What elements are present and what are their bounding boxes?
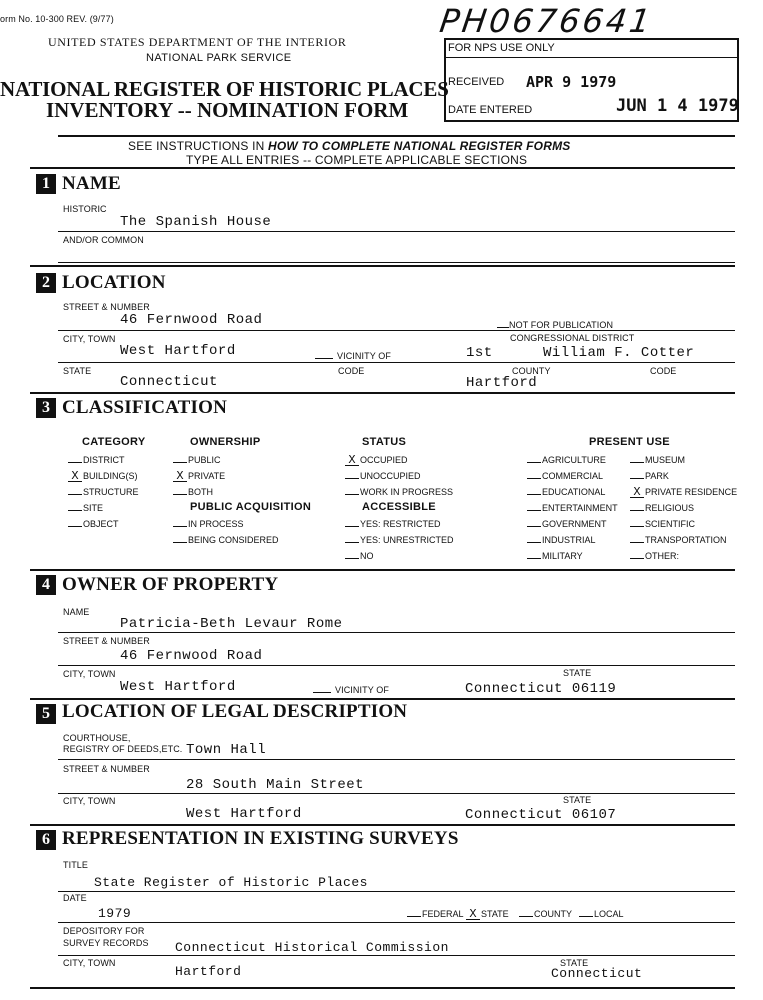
section-6-number: 6 bbox=[36, 830, 56, 850]
legal-state-label: STATE bbox=[563, 795, 592, 805]
ownership-both[interactable]: BOTH bbox=[173, 487, 213, 497]
common-label: AND/OR COMMON bbox=[63, 235, 144, 245]
survey-date-label: DATE bbox=[63, 893, 87, 903]
survey-city-label: CITY, TOWN bbox=[63, 958, 116, 968]
owner-state-label: STATE bbox=[563, 668, 592, 678]
survey-state-label: STATE bbox=[560, 958, 589, 968]
owner-state-value: Connecticut 06119 bbox=[465, 681, 617, 697]
street-label: STREET & NUMBER bbox=[63, 302, 150, 312]
street-value: 46 Fernwood Road bbox=[120, 312, 263, 328]
survey-state-value: Connecticut bbox=[551, 966, 643, 981]
section-6-title: REPRESENTATION IN EXISTING SURVEYS bbox=[62, 828, 459, 849]
courthouse-value: Town Hall bbox=[186, 742, 267, 758]
survey-date-value: 1979 bbox=[98, 906, 132, 921]
section-3-title: CLASSIFICATION bbox=[62, 397, 228, 418]
county-label: COUNTY bbox=[512, 366, 551, 376]
category-buildings[interactable]: X BUILDING(S) bbox=[68, 471, 138, 482]
historic-label: HISTORIC bbox=[63, 204, 107, 214]
present-use-heading: PRESENT USE bbox=[589, 436, 670, 448]
owner-name-value: Patricia-Beth Levaur Rome bbox=[120, 616, 343, 632]
section-1-number: 1 bbox=[36, 174, 56, 194]
form-title-line2: INVENTORY -- NOMINATION FORM bbox=[46, 98, 409, 122]
section-4-number: 4 bbox=[36, 575, 56, 595]
owner-street-value: 46 Fernwood Road bbox=[120, 648, 263, 664]
use-museum[interactable]: MUSEUM bbox=[630, 455, 685, 465]
use-industrial[interactable]: INDUSTRIAL bbox=[527, 535, 596, 545]
category-district[interactable]: DISTRICT bbox=[68, 455, 125, 465]
acquisition-in-process[interactable]: IN PROCESS bbox=[173, 519, 244, 529]
use-transportation[interactable]: TRANSPORTATION bbox=[630, 535, 727, 545]
vicinity-label: VICINITY OF bbox=[315, 351, 391, 361]
nps-use-box bbox=[444, 38, 739, 122]
survey-title-value: State Register of Historic Places bbox=[94, 875, 368, 890]
congressional-district-number: 1st bbox=[466, 345, 493, 361]
legal-city-label: CITY, TOWN bbox=[63, 796, 116, 806]
category-object[interactable]: OBJECT bbox=[68, 519, 119, 529]
service-name: NATIONAL PARK SERVICE bbox=[146, 52, 292, 64]
legal-state-value: Connecticut 06107 bbox=[465, 807, 617, 823]
status-work-in-progress[interactable]: WORK IN PROGRESS bbox=[345, 487, 453, 497]
survey-county[interactable]: COUNTY bbox=[519, 909, 572, 919]
instructions-line1: SEE INSTRUCTIONS IN HOW TO COMPLETE NATIONAL REGISTER FORMS bbox=[128, 139, 571, 153]
owner-name-label: NAME bbox=[63, 607, 90, 617]
legal-city-value: West Hartford bbox=[186, 806, 302, 822]
survey-title-label: TITLE bbox=[63, 860, 89, 870]
date-entered-stamp: JUN 1 4 1979 bbox=[616, 96, 739, 116]
use-educational[interactable]: EDUCATIONAL bbox=[527, 487, 605, 497]
survey-federal[interactable]: FEDERAL bbox=[407, 909, 464, 919]
category-heading: CATEGORY bbox=[82, 436, 146, 448]
section-3-number: 3 bbox=[36, 398, 56, 418]
public-acquisition-heading: PUBLIC ACQUISITION bbox=[190, 501, 312, 513]
congressional-district-label: CONGRESSIONAL DISTRICT bbox=[510, 333, 635, 343]
accessible-no[interactable]: NO bbox=[345, 551, 374, 561]
category-site[interactable]: SITE bbox=[68, 503, 103, 513]
use-religious[interactable]: RELIGIOUS bbox=[630, 503, 694, 513]
county-value: Hartford bbox=[466, 375, 538, 391]
instructions-line2: TYPE ALL ENTRIES -- COMPLETE APPLICABLE SECTIONS bbox=[186, 153, 528, 167]
date-entered-label: DATE ENTERED bbox=[448, 104, 533, 116]
use-private-residence[interactable]: X PRIVATE RESIDENCE bbox=[630, 487, 737, 498]
use-scientific[interactable]: SCIENTIFIC bbox=[630, 519, 695, 529]
legal-street-value: 28 South Main Street bbox=[186, 777, 365, 793]
use-entertainment[interactable]: ENTERTAINMENT bbox=[527, 503, 618, 513]
ownership-private[interactable]: X PRIVATE bbox=[173, 471, 225, 482]
nps-box-label: FOR NPS USE ONLY bbox=[448, 42, 555, 54]
received-label: RECEIVED bbox=[448, 76, 505, 88]
owner-vicinity-label: VICINITY OF bbox=[313, 685, 389, 695]
handwritten-reference: PH0676641 bbox=[437, 2, 656, 40]
owner-street-label: STREET & NUMBER bbox=[63, 636, 150, 646]
status-occupied[interactable]: X OCCUPIED bbox=[345, 455, 408, 466]
ownership-heading: OWNERSHIP bbox=[190, 436, 261, 448]
section-5-title: LOCATION OF LEGAL DESCRIPTION bbox=[62, 701, 408, 722]
status-heading: STATUS bbox=[362, 436, 407, 448]
city-value: West Hartford bbox=[120, 343, 236, 359]
legal-street-label: STREET & NUMBER bbox=[63, 764, 150, 774]
use-military[interactable]: MILITARY bbox=[527, 551, 583, 561]
use-park[interactable]: PARK bbox=[630, 471, 669, 481]
accessible-unrestricted[interactable]: YES: UNRESTRICTED bbox=[345, 535, 454, 545]
survey-records-label: SURVEY RECORDS bbox=[63, 938, 149, 948]
state-label: STATE bbox=[63, 366, 92, 376]
section-5-number: 5 bbox=[36, 704, 56, 724]
department-name: UNITED STATES DEPARTMENT OF THE INTERIOR bbox=[48, 35, 347, 49]
congressional-district-name: William F. Cotter bbox=[543, 345, 695, 361]
use-agriculture[interactable]: AGRICULTURE bbox=[527, 455, 606, 465]
code-label: CODE bbox=[338, 366, 365, 376]
use-other[interactable]: OTHER: bbox=[630, 551, 679, 561]
not-for-publication: NOT FOR PUBLICATION bbox=[497, 320, 613, 330]
section-1-title: NAME bbox=[62, 173, 121, 194]
owner-city-value: West Hartford bbox=[120, 679, 236, 695]
state-value: Connecticut bbox=[120, 374, 218, 390]
depository-label: DEPOSITORY FOR bbox=[63, 926, 145, 936]
form-title-line1: NATIONAL REGISTER OF HISTORIC PLACES bbox=[0, 77, 449, 101]
survey-state[interactable]: X STATE bbox=[466, 909, 509, 920]
acquisition-being-considered[interactable]: BEING CONSIDERED bbox=[173, 535, 279, 545]
survey-local[interactable]: LOCAL bbox=[579, 909, 624, 919]
form-number: orm No. 10-300 REV. (9/77) bbox=[0, 14, 114, 24]
city-label: CITY, TOWN bbox=[63, 334, 116, 344]
accessible-restricted[interactable]: YES: RESTRICTED bbox=[345, 519, 441, 529]
owner-city-label: CITY, TOWN bbox=[63, 669, 116, 679]
section-2-number: 2 bbox=[36, 273, 56, 293]
accessible-heading: ACCESSIBLE bbox=[362, 501, 436, 513]
ownership-public[interactable]: PUBLIC bbox=[173, 455, 221, 465]
depository-value: Connecticut Historical Commission bbox=[175, 940, 449, 955]
section-2-title: LOCATION bbox=[62, 272, 166, 293]
code2-label: CODE bbox=[650, 366, 677, 376]
historic-value: The Spanish House bbox=[120, 214, 272, 230]
category-structure[interactable]: STRUCTURE bbox=[68, 487, 139, 497]
survey-city-value: Hartford bbox=[175, 964, 242, 979]
use-government[interactable]: GOVERNMENT bbox=[527, 519, 607, 529]
status-unoccupied[interactable]: UNOCCUPIED bbox=[345, 471, 421, 481]
received-stamp: APR 9 1979 bbox=[526, 73, 617, 91]
use-commercial[interactable]: COMMERCIAL bbox=[527, 471, 603, 481]
registry-label: REGISTRY OF DEEDS,ETC. bbox=[63, 744, 183, 754]
courthouse-label: COURTHOUSE, bbox=[63, 733, 131, 743]
section-4-title: OWNER OF PROPERTY bbox=[62, 574, 279, 595]
